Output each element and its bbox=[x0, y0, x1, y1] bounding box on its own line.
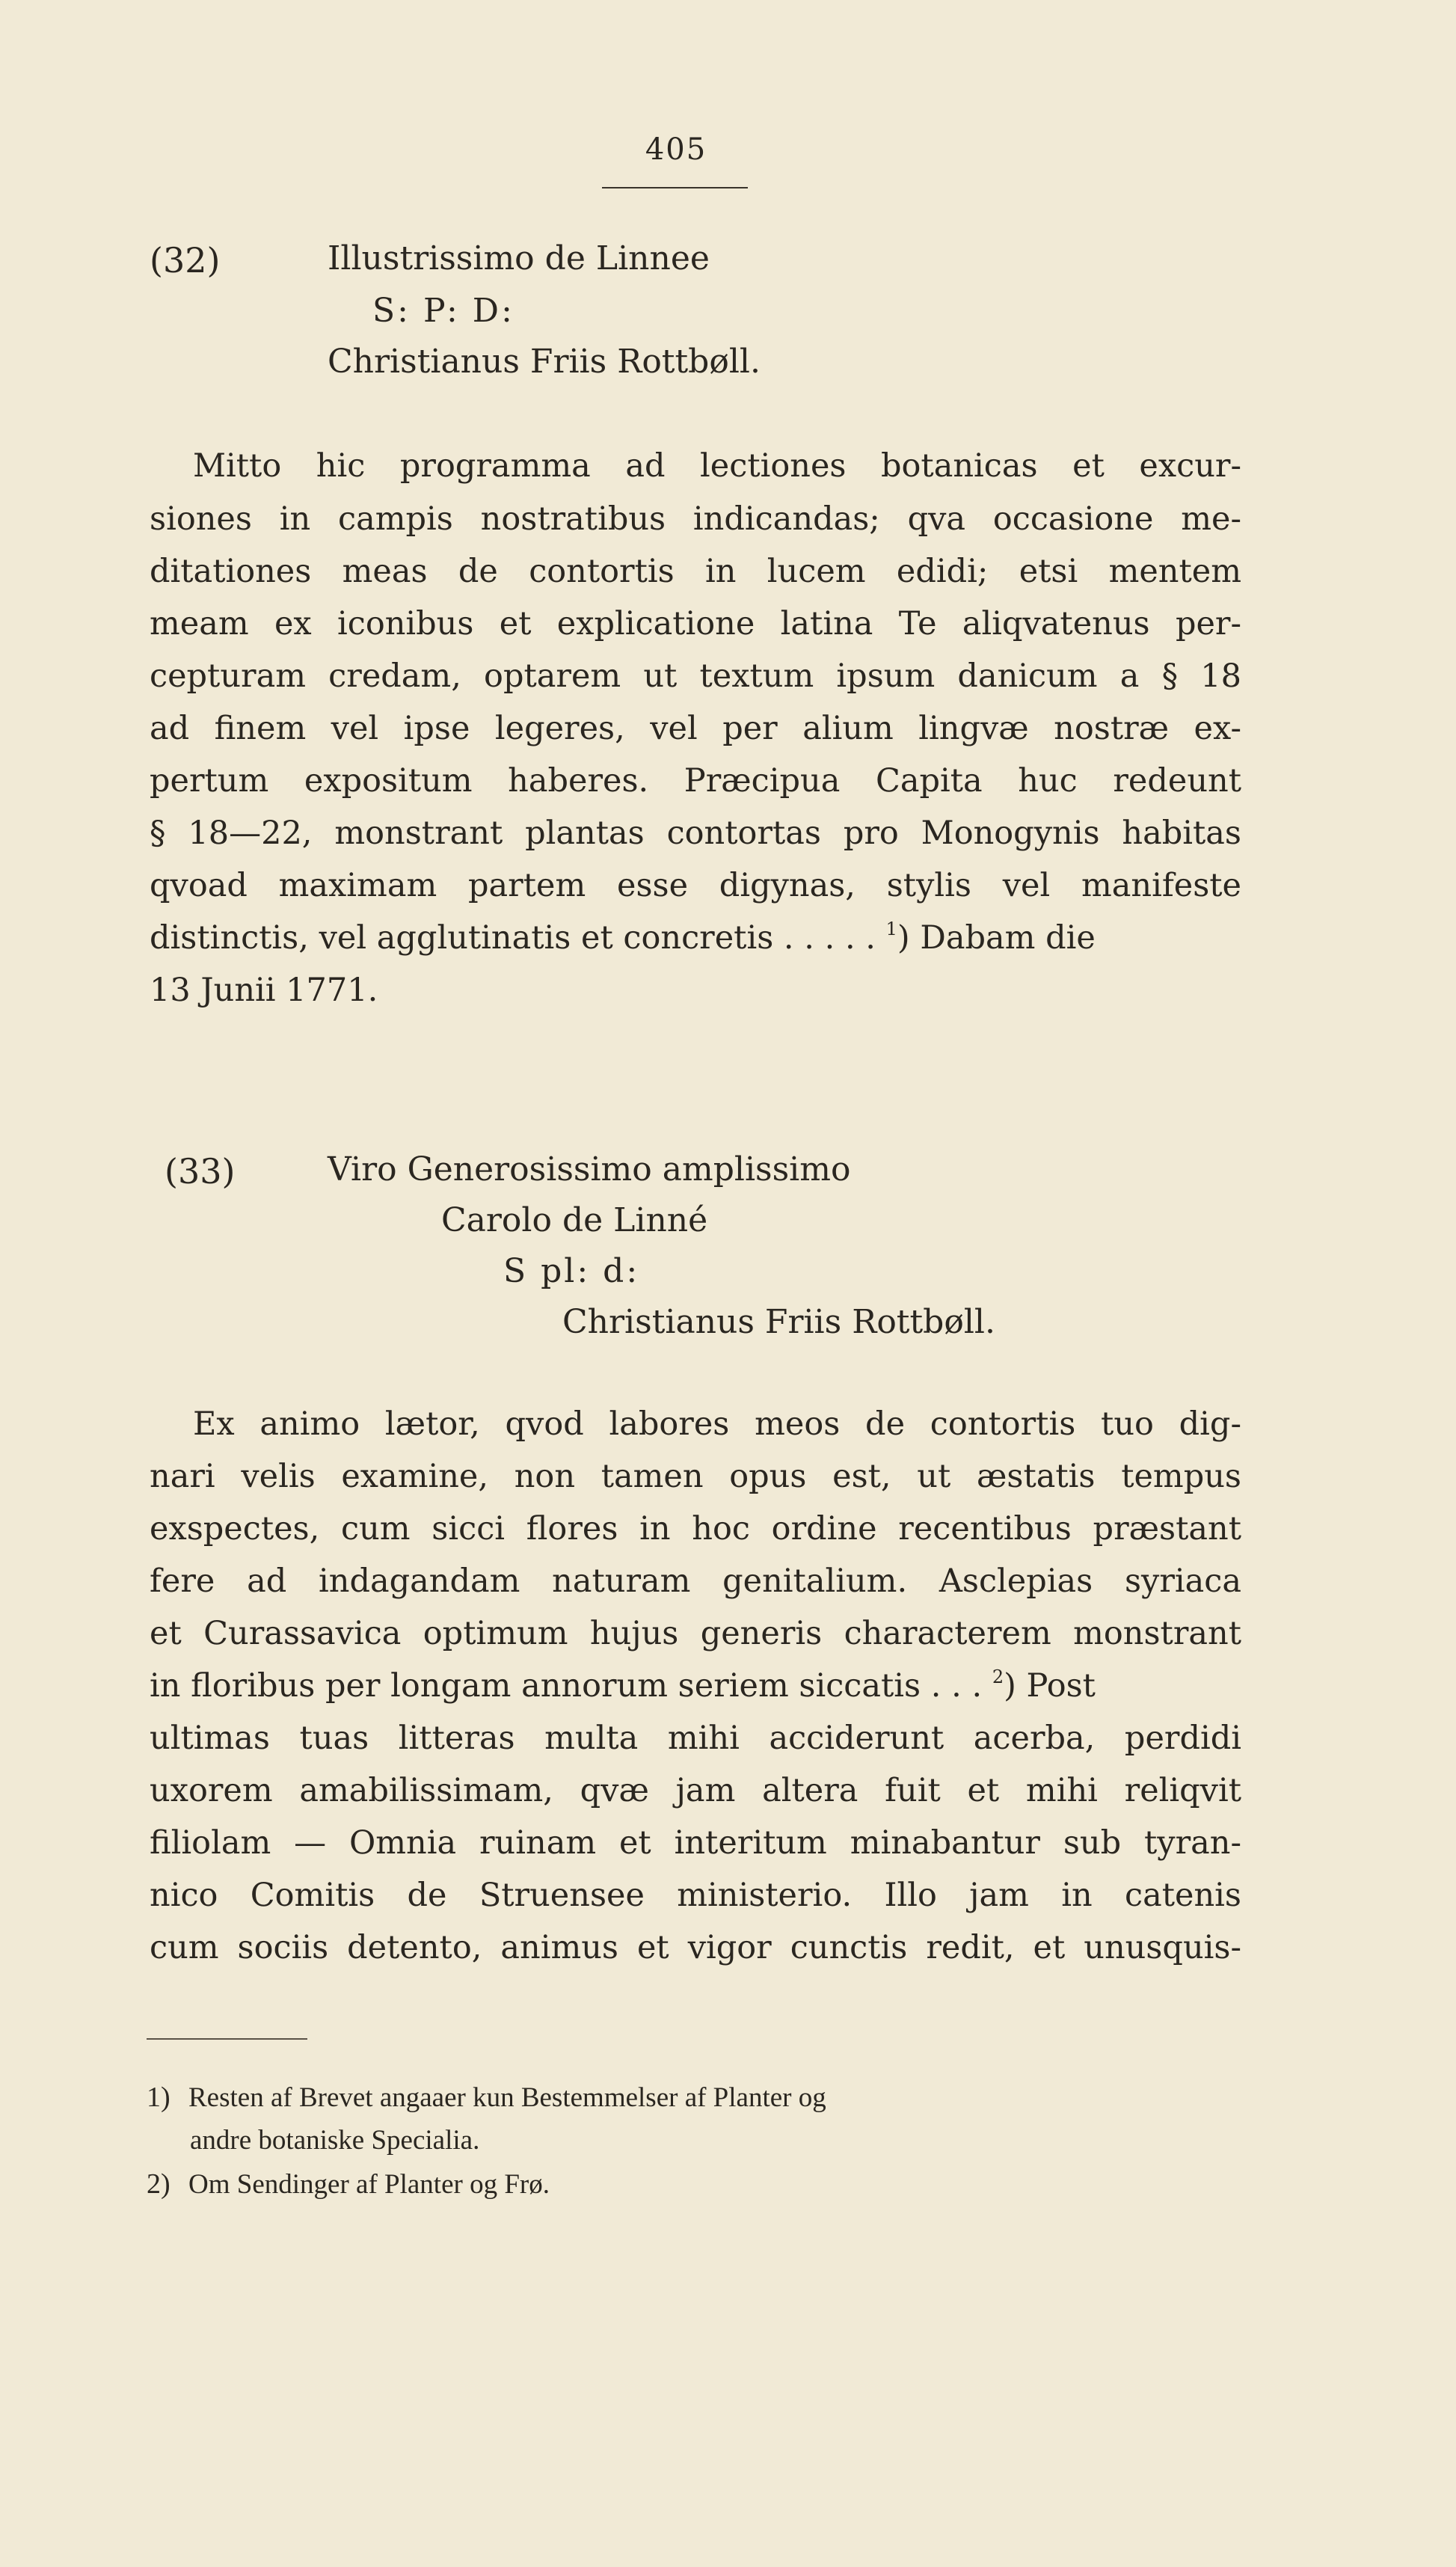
letter-33-line: uxorem amabilissimam, qvæ jam altera fuit et mihi reliqvit bbox=[150, 1772, 1241, 1809]
letter-33-line: Ex animo lætor, qvod labores meos de contortis tuo dig- bbox=[193, 1405, 1241, 1443]
letter-33-line bbox=[150, 1665, 1241, 1707]
letter-32-line: siones in campis nostratibus indicandas; qva occasione me- bbox=[150, 500, 1241, 538]
letter-33-line: fere ad indagandam naturam genitalium. Asclepias syriaca bbox=[150, 1562, 1241, 1600]
letter-32-line: Mitto hic programma ad lectiones botanicas et excur- bbox=[193, 447, 1241, 485]
letter-33-line: ultimas tuas litteras multa mihi acciderunt acerba, perdidi bbox=[150, 1720, 1241, 1757]
letter-33-greeting: S pl: d: bbox=[503, 1252, 640, 1290]
letter-32-line: pertum expositum haberes. Præcipua Capita huc redeunt bbox=[150, 762, 1241, 800]
letter-33-addressee-name: Carolo de Linné bbox=[441, 1201, 708, 1239]
footnote-1 bbox=[147, 2079, 826, 2116]
footnote-2 bbox=[147, 2166, 550, 2203]
footnote-1-marker: 1) bbox=[147, 2082, 171, 2113]
letter-32-line: ditationes meas de contortis in lucem edidi; etsi mentem bbox=[150, 553, 1241, 590]
footnote-separator bbox=[147, 2038, 307, 2040]
letter-33-addressee: Viro Generosissimo amplissimo bbox=[328, 1150, 851, 1189]
letter-33-number: (33) bbox=[165, 1151, 236, 1192]
letter-32-date-line: 13 Junii 1771. bbox=[150, 972, 378, 1009]
letter-32-line: § 18—22, monstrant plantas contortas pro Monogynis habitas bbox=[150, 815, 1241, 852]
letter-33-line-tail: ) Post bbox=[1004, 1667, 1096, 1705]
letter-32-number: (32) bbox=[150, 240, 221, 280]
footnote-1-continuation: andre botaniske Specialia. bbox=[190, 2125, 480, 2156]
letter-33-line: filiolam — Omnia ruinam et interitum minabantur sub tyran- bbox=[150, 1824, 1241, 1862]
letter-32-line bbox=[150, 917, 1241, 959]
letter-33-line: cum sociis detento, animus et vigor cunctis redit, et unusquis- bbox=[150, 1929, 1241, 1966]
footnote-ref-1: 1 bbox=[885, 918, 897, 939]
letter-33-line: nari velis examine, non tamen opus est, ut æstatis tempus bbox=[150, 1458, 1241, 1495]
letter-32-greeting: S: P: D: bbox=[372, 292, 514, 330]
letter-32-addressee: Illustrissimo de Linnee bbox=[328, 239, 710, 277]
footnote-2-text: Om Sendinger af Planter og Frø. bbox=[188, 2169, 550, 2200]
letter-32-line: qvoad maximam partem esse digynas, stylis vel manifeste bbox=[150, 867, 1241, 904]
letter-32-line: meam ex iconibus et explicatione latina Te aliqvatenus per- bbox=[150, 605, 1241, 642]
footnote-1-text: Resten af Brevet angaaer kun Bestemmelser af Planter og bbox=[188, 2082, 826, 2113]
footnote-2-marker: 2) bbox=[147, 2168, 171, 2200]
letter-32-line: ad finem vel ipse legeres, vel per alium lingvæ nostræ ex- bbox=[150, 710, 1241, 747]
letter-32-line: cepturam credam, optarem ut textum ipsum danicum a § 18 bbox=[150, 657, 1241, 695]
letter-32-line-tail: ) Dabam die bbox=[897, 919, 1096, 957]
page-number-underline bbox=[602, 187, 748, 188]
letter-32-line-text: distinctis, vel agglutinatis et concretis . . . . . bbox=[150, 919, 876, 957]
footnote-ref-2: 2 bbox=[992, 1666, 1004, 1687]
page-number: 405 bbox=[645, 132, 707, 167]
letter-33-line: et Curassavica optimum hujus generis characterem monstrant bbox=[150, 1615, 1241, 1652]
letter-33-line: nico Comitis de Struensee ministerio. Illo jam in catenis bbox=[150, 1877, 1241, 1914]
letter-33-line-text: in floribus per longam annorum seriem siccatis . . . bbox=[150, 1667, 983, 1705]
letter-32-sender: Christianus Friis Rottbøll. bbox=[328, 343, 761, 381]
letter-33-line: exspectes, cum sicci flores in hoc ordine recentibus præstant bbox=[150, 1510, 1241, 1548]
letter-33-sender: Christianus Friis Rottbøll. bbox=[562, 1303, 995, 1341]
